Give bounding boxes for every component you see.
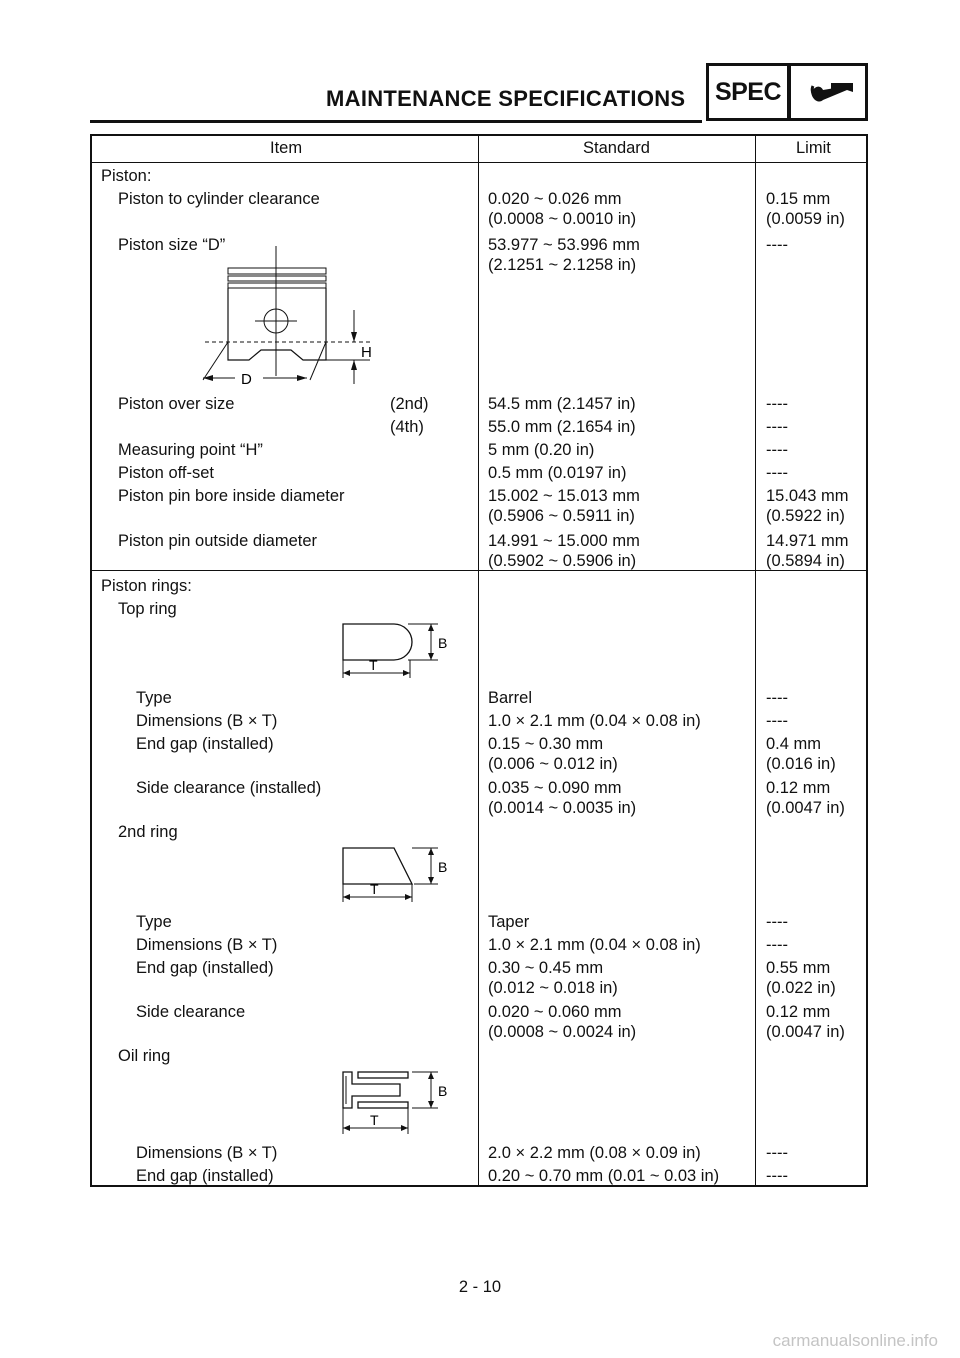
item-qualifier: (2nd) (390, 395, 429, 413)
standard-value-imperial: (0.5906 ~ 0.5911 in) (488, 507, 635, 525)
item-label: Type (136, 913, 172, 931)
standard-value-imperial: (0.012 ~ 0.018 in) (488, 979, 618, 997)
limit-value: ---- (766, 236, 788, 254)
standard-value: 5 mm (0.20 in) (488, 441, 595, 459)
limit-value-imperial: (0.0059 in) (766, 210, 845, 228)
standard-value-imperial: (0.5902 ~ 0.5906 in) (488, 552, 637, 570)
standard-value: 0.5 mm (0.0197 in) (488, 464, 627, 482)
header-rule (90, 120, 702, 123)
item-label: Piston off-set (118, 464, 214, 482)
limit-value: ---- (766, 1167, 788, 1185)
standard-value: 1.0 × 2.1 mm (0.04 × 0.08 in) (488, 936, 701, 954)
item-label: End gap (installed) (136, 959, 274, 977)
item-label: Dimensions (B × T) (136, 712, 278, 730)
diagram-label-t: T (370, 1112, 379, 1128)
limit-value-imperial: (0.5922 in) (766, 507, 845, 525)
page-title: MAINTENANCE SPECIFICATIONS (326, 86, 686, 111)
standard-value: 0.020 ~ 0.026 mm (488, 190, 622, 208)
diagram-label-b: B (438, 1083, 448, 1099)
standard-value: 0.20 ~ 0.70 mm (0.01 ~ 0.03 in) (488, 1167, 720, 1185)
section-heading-rings: Piston rings: (101, 577, 192, 595)
limit-value: ---- (766, 712, 788, 730)
standard-value: 0.30 ~ 0.45 mm (488, 959, 604, 977)
limit-value: 0.12 mm (766, 1003, 831, 1021)
diagram-label-b: B (438, 635, 448, 651)
column-header-standard: Standard (583, 139, 650, 157)
limit-value: 0.4 mm (766, 735, 822, 753)
diagram-label-d: D (241, 371, 252, 386)
limit-value: ---- (766, 689, 788, 707)
standard-value-imperial: (2.1251 ~ 2.1258 in) (488, 256, 637, 274)
section-heading-piston: Piston: (101, 167, 152, 185)
standard-value: 54.5 mm (2.1457 in) (488, 395, 636, 413)
column-header-limit: Limit (796, 139, 831, 157)
watermark: carmanualsonline.info (772, 1331, 938, 1350)
diagram-label-t: T (370, 881, 379, 897)
piston-diagram (195, 246, 385, 386)
limit-value: 14.971 mm (766, 532, 849, 550)
limit-value: ---- (766, 464, 788, 482)
item-label: Measuring point “H” (118, 441, 263, 459)
limit-value-imperial: (0.5894 in) (766, 552, 845, 570)
oil-ring-diagram (338, 1066, 458, 1136)
diagram-label-b: B (438, 859, 448, 875)
item-qualifier: (4th) (390, 418, 424, 436)
diagram-label-h: H (361, 344, 372, 361)
item-label: End gap (installed) (136, 1167, 274, 1185)
limit-value: ---- (766, 936, 788, 954)
tool-icon-box (788, 63, 868, 121)
diagram-label-t: T (369, 657, 378, 673)
standard-value: 14.991 ~ 15.000 mm (488, 532, 640, 550)
header-row-divider (90, 162, 868, 163)
page-number: 2 - 10 (458, 1278, 502, 1296)
item-label: Piston pin outside diameter (118, 532, 318, 550)
limit-value: ---- (766, 395, 788, 413)
item-label: Side clearance (136, 1003, 246, 1021)
spec-badge: SPEC (706, 63, 790, 121)
standard-value-imperial: (0.0008 ~ 0.0024 in) (488, 1023, 637, 1041)
limit-value: ---- (766, 1144, 788, 1162)
standard-value-imperial: (0.0008 ~ 0.0010 in) (488, 210, 637, 228)
limit-value: 15.043 mm (766, 487, 849, 505)
item-label: Type (136, 689, 172, 707)
standard-value-imperial: (0.0014 ~ 0.0035 in) (488, 799, 637, 817)
column-header-item: Item (270, 139, 303, 157)
standard-value: 55.0 mm (2.1654 in) (488, 418, 636, 436)
limit-value-imperial: (0.022 in) (766, 979, 836, 997)
standard-value: 53.977 ~ 53.996 mm (488, 236, 640, 254)
limit-value: 0.55 mm (766, 959, 831, 977)
standard-value: 15.002 ~ 15.013 mm (488, 487, 640, 505)
column-divider-1 (478, 134, 479, 1187)
second-ring-diagram (338, 842, 458, 904)
limit-value-imperial: (0.016 in) (766, 755, 836, 773)
standard-value: Barrel (488, 689, 533, 707)
item-label: Piston to cylinder clearance (118, 190, 320, 208)
section-divider (90, 570, 868, 571)
limit-value-imperial: (0.0047 in) (766, 1023, 845, 1041)
standard-value: 0.020 ~ 0.060 mm (488, 1003, 622, 1021)
item-label: Side clearance (installed) (136, 779, 322, 797)
standard-value: 0.15 ~ 0.30 mm (488, 735, 604, 753)
standard-value: 1.0 × 2.1 mm (0.04 × 0.08 in) (488, 712, 701, 730)
column-divider-2 (755, 134, 756, 1187)
limit-value: ---- (766, 418, 788, 436)
standard-value: 0.035 ~ 0.090 mm (488, 779, 622, 797)
top-ring-diagram (338, 618, 458, 680)
subsection-heading-2nd-ring: 2nd ring (118, 823, 178, 841)
item-label: Piston pin bore inside diameter (118, 487, 345, 505)
limit-value: ---- (766, 913, 788, 931)
item-label: Piston over size (118, 395, 235, 413)
item-label: End gap (installed) (136, 735, 274, 753)
limit-value: 0.15 mm (766, 190, 831, 208)
subsection-heading-oil-ring: Oil ring (118, 1047, 171, 1065)
item-label: Dimensions (B × T) (136, 936, 278, 954)
limit-value-imperial: (0.0047 in) (766, 799, 845, 817)
standard-value: 2.0 × 2.2 mm (0.08 × 0.09 in) (488, 1144, 701, 1162)
item-label: Piston size “D” (118, 236, 226, 254)
item-label: Dimensions (B × T) (136, 1144, 278, 1162)
subsection-heading-top-ring: Top ring (118, 600, 177, 618)
standard-value: Taper (488, 913, 530, 931)
limit-value: 0.12 mm (766, 779, 831, 797)
limit-value: ---- (766, 441, 788, 459)
wrench-icon (791, 66, 865, 118)
standard-value-imperial: (0.006 ~ 0.012 in) (488, 755, 618, 773)
